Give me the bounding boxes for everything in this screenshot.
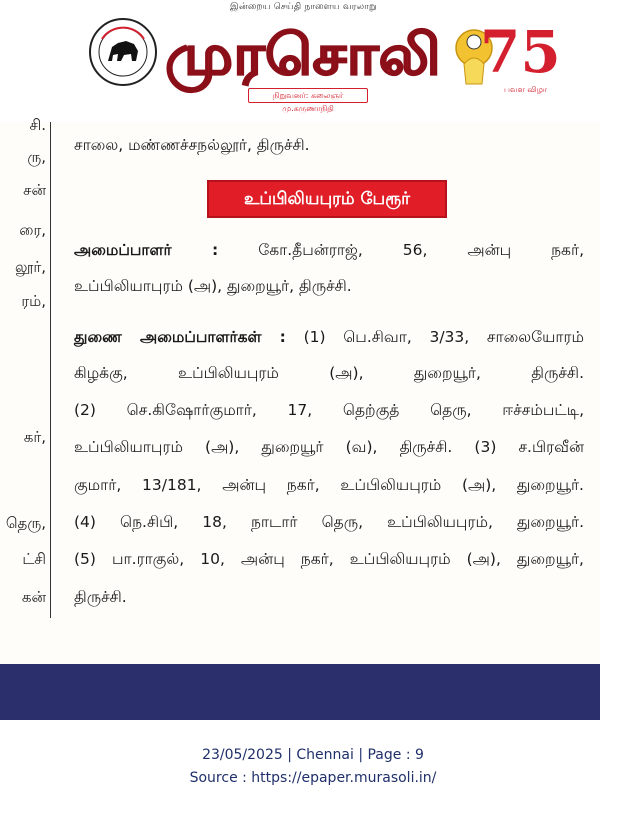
deputy-line-8: திருச்சி.	[74, 588, 127, 606]
deputy-line-1	[74, 328, 584, 348]
deputy-line-3: (2) செ.கிஷோர்குமார், 17, தெற்குத் தெரு, ஈச்சம்பட்டி,	[74, 401, 584, 419]
left-fragment: ரு,	[27, 148, 46, 166]
left-fragment: சன்	[23, 181, 46, 199]
footer-source-line: Source : https://epaper.murasoli.in/	[189, 770, 437, 786]
deputy-label: துணை அமைப்பாளர்கள் :	[74, 328, 286, 346]
column-divider	[50, 122, 51, 618]
bottom-band	[0, 664, 600, 720]
left-fragment: ட்சி	[22, 550, 46, 568]
anniversary-number: 75	[480, 18, 561, 86]
left-fragment: கன்	[21, 588, 46, 606]
footer-date-line: 23/05/2025 | Chennai | Page : 9	[202, 747, 424, 763]
brand-logo	[163, 14, 443, 86]
masthead-tagline: இன்றைய செய்தி நாளைய வரலாறு	[230, 2, 377, 12]
left-fragment: கர்,	[23, 428, 46, 446]
article-section	[0, 116, 600, 664]
anniversary-emblem	[446, 6, 561, 102]
section-heading: உப்பிலியபுரம் பேரூர்	[207, 180, 447, 218]
left-fragment: சி.	[29, 116, 46, 134]
deputy-line-2: கிழக்கு, உப்பிலியபுரம் (அ), துறையூர், திருச்சி.	[74, 364, 584, 382]
party-seal-logo	[88, 17, 158, 87]
deputy-line-4: உப்பிலியாபுரம் (அ), துறையூர் (வ), திருச்சி. (3) ச.பிரவீன்	[74, 438, 584, 456]
organizer-label: அமைப்பாளர் :	[74, 241, 219, 259]
deputy-line-6: (4) நெ.சிபி, 18, நாடார் தெரு, உப்பிலியபுரம், துறையூர்.	[74, 513, 584, 531]
deputy-line-7: (5) பா.ராகுல், 10, அன்பு நகர், உப்பிலியபுரம் (அ), துறையூர்,	[74, 550, 584, 568]
left-column-fragments	[0, 116, 50, 622]
left-fragment: ரை,	[19, 221, 46, 239]
masthead	[0, 0, 626, 122]
page-footer	[0, 744, 626, 790]
anniversary-text: பவள விழா	[504, 85, 548, 94]
organizer-text: கோ.தீபன்ராஜ், 56, அன்பு நகர்,	[258, 241, 584, 259]
left-fragment: ரம்,	[21, 292, 46, 310]
intro-line: சாலை, மண்ணச்சநல்லூர், திருச்சி.	[74, 136, 310, 154]
deputy-text: (1) பெ.சிவா, 3/33, சாலையோரம்	[303, 328, 584, 346]
organizer-line-2: உப்பிலியாபுரம் (அ), துறையூர், திருச்சி.	[74, 277, 352, 295]
founder-line: நிறுவனர்: கலைஞர் மு.கருணாநிதி	[248, 88, 368, 103]
brand-name: முரசொலி	[165, 23, 417, 88]
deputy-line-5: குமார், 13/181, அன்பு நகர், உப்பிலியபுரம் (அ), துறையூர்.	[74, 476, 584, 494]
organizer-line-1	[74, 241, 584, 261]
left-fragment: தெரு,	[5, 514, 46, 532]
left-fragment: லூர்,	[15, 258, 46, 276]
